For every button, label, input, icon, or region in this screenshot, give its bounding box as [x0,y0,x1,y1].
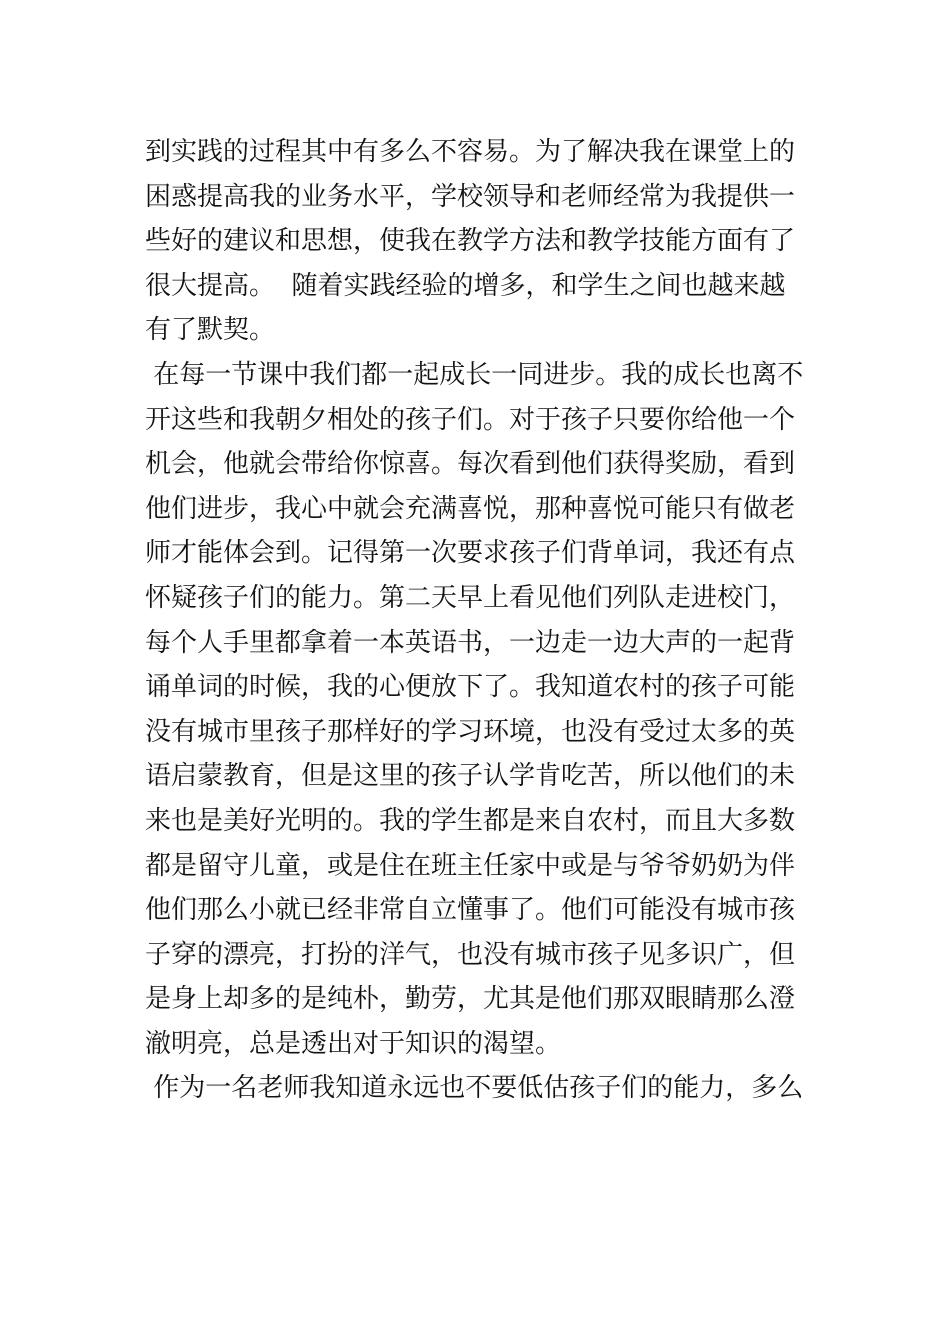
text-line: 很大提高。 随着实践经验的增多，和学生之间也越来越 [145,270,786,301]
text-line: 机会，他就会带给你惊喜。每次看到他们获得奖励，看到 [145,449,796,480]
text-line: 开这些和我朝夕相处的孩子们。对于孩子只要你给他一个 [145,404,796,435]
text-line: 每个人手里都拿着一本英语书，一边走一边大声的一起背 [145,627,796,658]
text-line: 在每一节课中我们都一起成长一同进步。我的成长也离不 [145,359,804,390]
text-line: 没有城市里孩子那样好的学习环境，也没有受过太多的英 [145,716,796,747]
text-line: 澈明亮，总是透出对于知识的渴望。 [145,1028,562,1059]
text-line: 语启蒙教育，但是这里的孩子认学肯吃苦，所以他们的未 [145,761,796,792]
text-line: 他们那么小就已经非常自立懂事了。他们可能没有城市孩 [145,895,796,926]
text-line: 都是留守儿童，或是住在班主任家中或是与爷爷奶奶为伴 [145,850,796,881]
text-line: 困惑提高我的业务水平，学校领导和老师经常为我提供一 [145,181,796,212]
body-text [145,130,815,1111]
text-line: 来也是美好光明的。我的学生都是来自农村，而且大多数 [145,805,796,836]
text-line: 些好的建议和思想，使我在教学方法和教学技能方面有了 [145,226,796,257]
text-line: 有了默契。 [145,315,276,346]
text-line: 作为一名老师我知道永远也不要低估孩子们的能力，多么 [145,1073,804,1104]
text-line: 怀疑孩子们的能力。第二天早上看见他们列队走进校门， [145,582,796,613]
text-line: 他们进步，我心中就会充满喜悦，那种喜悦可能只有做老 [145,493,796,524]
text-line: 诵单词的时候，我的心便放下了。我知道农村的孩子可能 [145,672,796,703]
text-line: 到实践的过程其中有多么不容易。为了解决我在课堂上的 [145,137,796,167]
text-line: 师才能体会到。记得第一次要求孩子们背单词，我还有点 [145,538,796,569]
text-line: 子穿的漂亮，打扮的洋气，也没有城市孩子见多识广，但 [145,939,796,970]
text-line: 是身上却多的是纯朴，勤劳，尤其是他们那双眼睛那么澄 [145,984,796,1015]
